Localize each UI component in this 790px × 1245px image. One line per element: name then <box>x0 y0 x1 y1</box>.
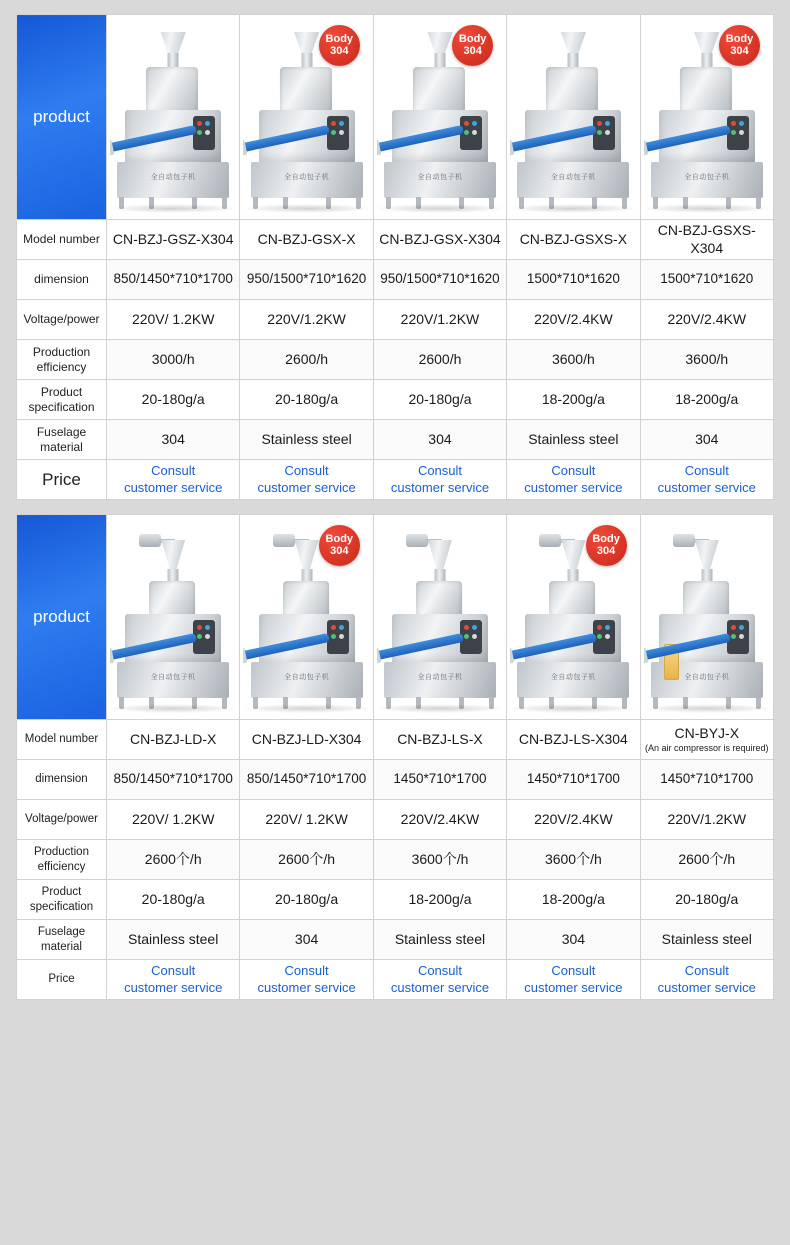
row-label-material: Fuselage material <box>17 420 107 460</box>
product-image-cell[interactable] <box>107 515 240 720</box>
table-cell: 220V/1.2KW <box>240 300 373 340</box>
badge-line2: 304 <box>730 44 749 57</box>
floor-shadow <box>644 204 770 213</box>
row-label-model: Model number <box>17 720 107 760</box>
machine-base <box>251 162 363 198</box>
table-cell: 304 <box>507 920 640 960</box>
table-cell: 950/1500*710*1620 <box>240 260 373 300</box>
table-cell: 950/1500*710*1620 <box>373 260 506 300</box>
table-cell: CN-BZJ-GSZ-X304 <box>107 220 240 260</box>
machine-base <box>117 662 229 698</box>
row-label-material: Fuselage material <box>17 920 107 960</box>
spec-table-1 <box>16 14 774 500</box>
table-cell: CN-BZJ-GSX-X304 <box>373 220 506 260</box>
floor-shadow <box>110 204 236 213</box>
motor-part <box>139 534 161 547</box>
table-cell: 20-180g/a <box>373 380 506 420</box>
machine-base <box>251 662 363 698</box>
table-cell: 20-180g/a <box>240 880 373 920</box>
price-cell[interactable] <box>373 460 506 500</box>
row-label-efficiency: Production efficiency <box>17 340 107 380</box>
table-cell: CN-BZJ-LS-X <box>373 720 506 760</box>
table-cell: 220V/ 1.2KW <box>240 800 373 840</box>
price-line2: customer service <box>124 479 223 495</box>
machine-caption: 全自动包子机 <box>150 174 196 181</box>
row-label-model: Model number <box>17 220 107 260</box>
control-panel <box>327 116 349 150</box>
hopper-icon <box>294 540 320 570</box>
table-cell: CN-BZJ-GSXS-X <box>507 220 640 260</box>
price-line2: customer service <box>657 479 756 495</box>
table-cell: 220V/1.2KW <box>373 300 506 340</box>
floor-shadow <box>243 704 369 713</box>
price-cell[interactable] <box>107 460 240 500</box>
row-label-dimension: dimension <box>17 260 107 300</box>
forming-head <box>283 581 329 617</box>
price-line1: Consult <box>151 962 196 978</box>
machine-illustration <box>644 526 770 711</box>
body-304-badge <box>319 525 360 566</box>
hopper-icon <box>427 540 453 570</box>
product-image-cell[interactable] <box>507 515 640 720</box>
table-cell: 18-200g/a <box>373 880 506 920</box>
control-panel <box>193 620 215 654</box>
table-cell: 1500*710*1620 <box>507 260 640 300</box>
machine-caption: 全自动包子机 <box>284 674 330 681</box>
control-panel <box>460 620 482 654</box>
machine-caption: 全自动包子机 <box>550 174 596 181</box>
table-cell: 20-180g/a <box>240 380 373 420</box>
product-image-1-4 <box>510 17 636 217</box>
product-image-cell[interactable] <box>240 515 373 720</box>
table-cell: 20-180g/a <box>107 380 240 420</box>
table-row-voltage <box>17 800 774 840</box>
badge-line2: 304 <box>330 544 349 557</box>
table-cell: 2600/h <box>240 340 373 380</box>
table-cell: Stainless steel <box>640 920 773 960</box>
row-label-specification: Product specification <box>17 380 107 420</box>
machine-caption: 全自动包子机 <box>684 174 730 181</box>
table-cell: 1450*710*1700 <box>373 760 506 800</box>
product-image-1-5 <box>644 17 770 217</box>
machine-illustration <box>510 26 636 211</box>
table-cell: 304 <box>640 420 773 460</box>
price-line2: customer service <box>390 479 490 495</box>
forming-head <box>416 581 462 617</box>
table-cell: 18-200g/a <box>507 880 640 920</box>
table-row-model <box>17 220 774 260</box>
table-cell: 850/1450*710*1700 <box>107 760 240 800</box>
motor-part <box>406 534 428 547</box>
hopper-icon <box>692 32 722 54</box>
control-panel <box>460 116 482 150</box>
price-line1: Consult <box>151 462 196 478</box>
price-cell[interactable] <box>640 460 773 500</box>
table-cell <box>640 720 773 760</box>
product-image-cell[interactable] <box>373 515 506 720</box>
badge-line2: 304 <box>463 44 482 57</box>
table-cell: 1500*710*1620 <box>640 260 773 300</box>
machine-base <box>517 662 629 698</box>
table-cell: 20-180g/a <box>107 880 240 920</box>
machine-caption: 全自动包子机 <box>417 174 463 181</box>
table-cell: Stainless steel <box>507 420 640 460</box>
price-line2: customer service <box>124 979 223 995</box>
table-cell: 304 <box>240 920 373 960</box>
table-cell: 3000/h <box>107 340 240 380</box>
model-name: CN-BYJ-X <box>674 724 740 741</box>
price-line2: customer service <box>524 979 623 995</box>
table-cell: Stainless steel <box>107 920 240 960</box>
price-line1: Consult <box>684 962 729 978</box>
product-image-cell[interactable] <box>640 15 773 220</box>
machine-base <box>384 662 496 698</box>
table-cell: 2600/h <box>373 340 506 380</box>
body-304-badge <box>586 525 627 566</box>
price-cell[interactable] <box>107 960 240 1000</box>
model-note: (An air compressor is required) <box>645 743 769 754</box>
product-image-1-1 <box>110 17 236 217</box>
badge-line1: Body <box>592 532 620 545</box>
table-cell: CN-BZJ-LD-X304 <box>240 720 373 760</box>
machine-illustration <box>377 526 503 711</box>
hopper-icon <box>425 32 455 54</box>
table-cell: 18-200g/a <box>507 380 640 420</box>
price-cell[interactable] <box>240 460 373 500</box>
table-cell: 3600/h <box>640 340 773 380</box>
floor-shadow <box>510 204 636 213</box>
table-row-price <box>17 960 774 1000</box>
forming-head <box>149 581 195 617</box>
row-label-voltage: Voltage/power <box>17 800 107 840</box>
product-image-cell[interactable] <box>640 515 773 720</box>
product-image-cell[interactable] <box>107 15 240 220</box>
machine-caption: 全自动包子机 <box>284 174 330 181</box>
machine-base <box>117 162 229 198</box>
floor-shadow <box>110 704 236 713</box>
product-image-2-2 <box>243 517 369 717</box>
floor-shadow <box>377 204 503 213</box>
price-line1: Consult <box>284 962 329 978</box>
body-304-badge <box>319 25 360 66</box>
spec-table-2 <box>16 514 774 1000</box>
price-line2: customer service <box>657 979 756 995</box>
table-cell: CN-BZJ-LS-X304 <box>507 720 640 760</box>
table-cell: CN-BZJ-LD-X <box>107 720 240 760</box>
hopper-icon <box>558 32 588 54</box>
forming-head <box>413 67 465 113</box>
row-label-dimension: dimension <box>17 760 107 800</box>
table-cell: CN-BZJ-GSX-X <box>240 220 373 260</box>
table-row-efficiency <box>17 840 774 880</box>
price-line1: Consult <box>417 462 463 478</box>
table-cell: CN-BZJ-GSXS-X304 <box>640 220 773 260</box>
price-line1: Consult <box>417 962 463 978</box>
price-line2: customer service <box>257 979 356 995</box>
motor-part <box>673 534 695 547</box>
floor-shadow <box>243 204 369 213</box>
table-row-dimension <box>17 260 774 300</box>
table-row-dimension <box>17 760 774 800</box>
price-cell[interactable] <box>640 960 773 1000</box>
body-304-badge <box>452 25 493 66</box>
hopper-icon <box>292 32 322 54</box>
product-image-1-2 <box>243 17 369 217</box>
machine-illustration <box>110 526 236 711</box>
forming-head <box>680 67 732 113</box>
table-row-specification <box>17 380 774 420</box>
table-cell: 1450*710*1700 <box>640 760 773 800</box>
product-image-cell[interactable] <box>240 15 373 220</box>
table-cell: 304 <box>373 420 506 460</box>
price-cell[interactable] <box>507 460 640 500</box>
product-image-cell[interactable] <box>373 15 506 220</box>
price-cell[interactable] <box>373 960 506 1000</box>
product-label-cell: product <box>17 15 107 220</box>
price-line1: Consult <box>684 462 729 478</box>
product-label-cell: product <box>17 515 107 720</box>
table-cell: 1450*710*1700 <box>507 760 640 800</box>
table-row-voltage <box>17 300 774 340</box>
product-image-row <box>17 15 774 220</box>
table-cell: 220V/ 1.2KW <box>107 800 240 840</box>
table-row-material <box>17 420 774 460</box>
control-panel <box>327 620 349 654</box>
table-cell: 304 <box>107 420 240 460</box>
table-cell: 3600个/h <box>373 840 506 880</box>
table-cell: 850/1450*710*1700 <box>107 260 240 300</box>
floor-shadow <box>377 704 503 713</box>
price-line2: customer service <box>257 479 356 495</box>
price-line2: customer service <box>524 479 623 495</box>
table-cell: 220V/2.4KW <box>373 800 506 840</box>
body-304-badge <box>719 25 760 66</box>
table-row-model <box>17 720 774 760</box>
motor-part <box>273 534 295 547</box>
motor-part <box>539 534 561 547</box>
price-line1: Consult <box>551 462 596 478</box>
hopper-icon <box>158 32 188 54</box>
row-label-voltage: Voltage/power <box>17 300 107 340</box>
badge-line2: 304 <box>330 44 349 57</box>
table-cell: 220V/ 1.2KW <box>107 300 240 340</box>
forming-head <box>683 581 729 617</box>
price-cell[interactable] <box>507 960 640 1000</box>
machine-caption: 全自动包子机 <box>550 674 596 681</box>
floor-shadow <box>644 704 770 713</box>
row-label-price: Price <box>17 960 107 1000</box>
table-cell: 220V/2.4KW <box>507 800 640 840</box>
control-panel <box>727 116 749 150</box>
forming-head <box>280 67 332 113</box>
machine-base <box>517 162 629 198</box>
table-cell: Stainless steel <box>240 420 373 460</box>
table-row-efficiency <box>17 340 774 380</box>
row-label-efficiency: Production efficiency <box>17 840 107 880</box>
machine-caption: 全自动包子机 <box>150 674 196 681</box>
product-image-cell[interactable] <box>507 15 640 220</box>
table-row-material <box>17 920 774 960</box>
product-image-2-4 <box>510 517 636 717</box>
hopper-icon <box>694 540 720 570</box>
machine-illustration <box>110 26 236 211</box>
machine-base <box>384 162 496 198</box>
hopper-icon <box>560 540 586 570</box>
table-cell: 20-180g/a <box>640 880 773 920</box>
product-image-2-3 <box>377 517 503 717</box>
row-label-price: Price <box>17 460 107 500</box>
badge-line1: Body <box>725 32 754 45</box>
forming-head <box>549 581 595 617</box>
machine-caption: 全自动包子机 <box>684 674 730 681</box>
table-row-price <box>17 460 774 500</box>
badge-line1: Body <box>325 32 354 45</box>
price-line2: customer service <box>390 979 490 995</box>
table-cell: Stainless steel <box>373 920 506 960</box>
table-cell: 220V/1.2KW <box>640 800 773 840</box>
table-cell: 2600个/h <box>107 840 240 880</box>
table-cell: 220V/2.4KW <box>507 300 640 340</box>
badge-line1: Body <box>325 532 354 545</box>
row-label-specification: Product specification <box>17 880 107 920</box>
table-cell: 220V/2.4KW <box>640 300 773 340</box>
floor-shadow <box>510 704 636 713</box>
table-cell: 850/1450*710*1700 <box>240 760 373 800</box>
forming-head <box>146 67 198 113</box>
table-cell: 3600个/h <box>507 840 640 880</box>
table-cell: 18-200g/a <box>640 380 773 420</box>
price-line1: Consult <box>551 962 596 978</box>
product-image-2-1 <box>110 517 236 717</box>
control-panel <box>593 116 615 150</box>
machine-base <box>651 162 763 198</box>
machine-caption: 全自动包子机 <box>417 674 463 681</box>
table-row-specification <box>17 880 774 920</box>
table-cell: 2600个/h <box>640 840 773 880</box>
table-cell: 3600/h <box>507 340 640 380</box>
hopper-icon <box>160 540 186 570</box>
product-image-1-3 <box>377 17 503 217</box>
price-line1: Consult <box>284 462 329 478</box>
badge-line1: Body <box>458 32 487 45</box>
control-panel <box>193 116 215 150</box>
badge-line2: 304 <box>596 544 616 557</box>
forming-head <box>546 67 598 113</box>
table-cell: 2600个/h <box>240 840 373 880</box>
price-cell[interactable] <box>240 960 373 1000</box>
product-image-2-5 <box>644 517 770 717</box>
control-panel <box>593 620 615 654</box>
product-image-row <box>17 515 774 720</box>
